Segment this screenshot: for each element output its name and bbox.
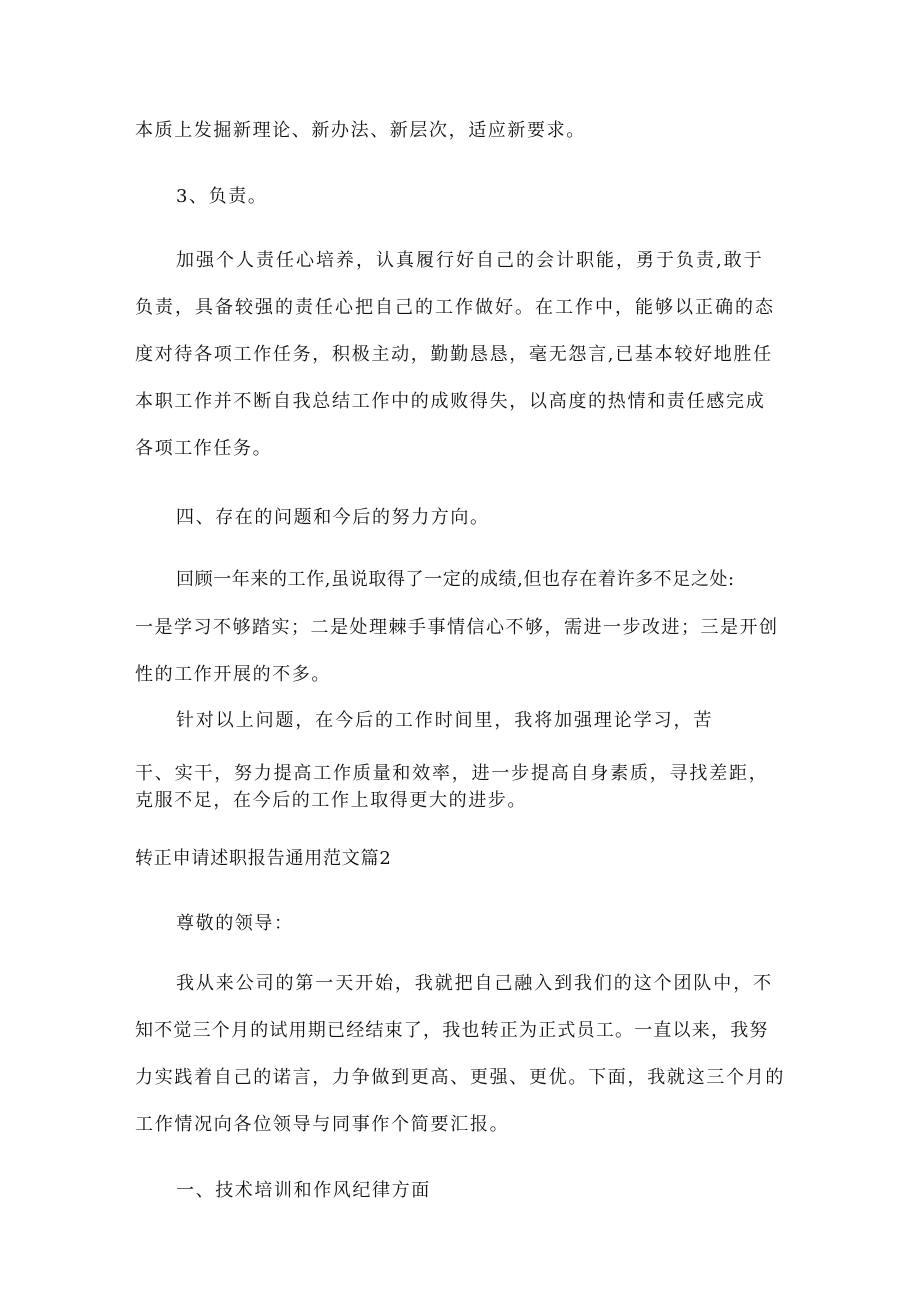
paragraph-line: 回顾一年来的工作,虽说取得了一定的成绩,但也存在着许多不足之处:	[176, 569, 735, 590]
salutation: 尊敬的领导：	[176, 913, 294, 934]
paragraph-line: 克服不足，在今后的工作上取得更大的进步。	[135, 790, 527, 811]
section-heading: 一、技术培训和作风纪律方面	[176, 1180, 431, 1201]
paragraph-line: 一是学习不够踏实；二是处理棘手事情信心不够，需进一步改进；三是开创	[135, 617, 779, 638]
paragraph-line: 负责，具备较强的责任心把自己的工作做好。在工作中，能够以正确的态	[135, 297, 775, 318]
paragraph-line: 针对以上问题，在今后的工作时间里，我将加强理论学习，苦	[176, 710, 714, 731]
paragraph-line: 各项工作任务。	[135, 438, 273, 459]
paragraph-line: 知不觉三个月的试用期已经结束了，我也转正为正式员工。一直以来，我努	[135, 1020, 769, 1041]
paragraph-line: 力实践着自己的诺言，力争做到更高、更强、更优。下面，我就这三个月的	[135, 1067, 786, 1088]
paragraph-line: 我从来公司的第一天开始，我就把自己融入到我们的这个团队中，不	[176, 973, 773, 994]
paragraph-line: 工作情况向各位领导与同事作个简要汇报。	[135, 1114, 510, 1135]
section-heading: 四、存在的问题和今后的努力方向。	[176, 507, 490, 528]
paragraph-line: 性的工作开展的不多。	[135, 664, 331, 685]
paragraph-line: 干、实干，努力提高工作质量和效率，进一步提高自身素质，寻找差距，	[135, 763, 769, 784]
article-title: 转正申请述职报告通用范文篇2	[135, 848, 392, 869]
paragraph-line: 度对待各项工作任务，积极主动，勤勤恳恳，毫无怨言,已基本较好地胜任	[135, 344, 773, 365]
section-heading: 3、负责。	[176, 186, 268, 207]
paragraph-line: 加强个人责任心培养，认真履行好自己的会计职能，勇于负责,敢于	[176, 250, 764, 271]
paragraph-line: 本职工作并不断自我总结工作中的成败得失，以高度的热情和责任感完成	[135, 391, 766, 412]
paragraph-line: 本质上发掘新理论、新办法、新层次，适应新要求。	[135, 120, 586, 141]
